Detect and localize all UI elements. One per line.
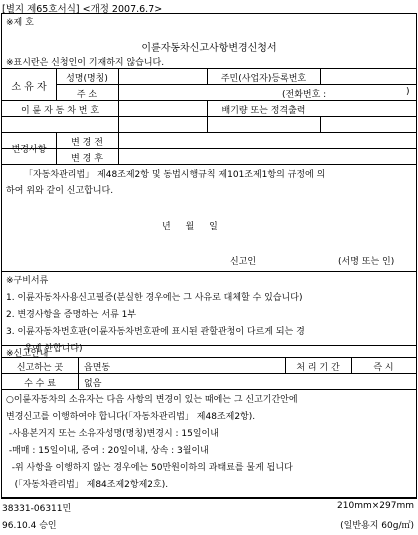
signature-label: (서명 또는 인): [338, 257, 395, 267]
guide-note-2: 변경신고를 이행하여야 합니다(「자동차관리법」 제48조제2항).: [6, 412, 256, 422]
documents-item-1: 1. 이륜자동차사용신고필증(분실한 경우에는 그 사유로 대체할 수 있습니다): [6, 293, 303, 303]
footer-paper: (일반용지 60g/㎡): [340, 521, 414, 531]
statement-line-1: 「자동차관리법」 제48조제2항 및 동법시행규칙 제101조제1항의 규정에 의: [24, 170, 326, 180]
guide-note-5: -위 사항을 이행하지 않는 경우에는 50만원이하의 과태료를 물게 됩니다: [6, 463, 293, 473]
guide-office-value: 읍면동: [84, 363, 111, 373]
applicant-label: 신고인: [230, 257, 257, 267]
guide-fee-value: 없음: [84, 379, 102, 389]
owner-phone-close: ): [406, 87, 410, 97]
owner-id-label: 주민(사업자)등록번호: [220, 74, 307, 84]
change-after-label: 변 경 후: [71, 154, 103, 164]
documents-label: ※구비서류: [6, 276, 49, 286]
guide-period-label: 처 리 기 간: [296, 363, 340, 373]
guide-note-3: -사용본거지 또는 소유자성명(명칭)변경시 : 15일이내: [6, 429, 219, 439]
vehicle-number-label: 이 륜 자 동 차 번 호: [20, 106, 100, 116]
documents-item-3-cont: 우에 한합니다): [24, 344, 83, 354]
owner-phone-label: (전화번호 :: [282, 90, 327, 100]
form-title: 이륜자동차신고사항변경신청서: [141, 43, 277, 54]
change-label: 변경사항: [11, 145, 47, 155]
footer-code: 38331-06311민: [2, 504, 72, 514]
owner-address-label: 주 소: [76, 90, 98, 100]
guide-period-value: 즉 시: [373, 363, 394, 373]
documents-item-3: 3. 이륜자동차번호판(이륜자동차번호판에 표시된 관할관청이 다르게 되는 경: [6, 327, 305, 337]
documents-item-2: 2. 변경사항을 증명하는 서류 1부: [6, 310, 137, 320]
guide-note-1: ○이륜자동차의 소유자는 다음 사항의 변경이 있는 때에는 그 신고기간안에: [6, 395, 298, 405]
fill-note: ※표시란은 신청인이 기재하지 않습니다.: [6, 58, 165, 68]
guide-label: ※신고안내: [6, 349, 49, 359]
form-frame: [1, 13, 417, 499]
footer-approval: 96.10.4 승인: [2, 521, 57, 531]
date-label: 년 월 일: [162, 222, 224, 232]
footer-size: 210mm×297mm: [337, 501, 414, 511]
receipt-number-label: ※제 호: [6, 18, 34, 28]
owner-label: 소 유 자: [11, 82, 47, 93]
guide-note-6: (「자동차관리법」 제84조제2항제2호).: [6, 480, 169, 490]
guide-fee-label: 수 수 료: [24, 379, 56, 389]
change-before-label: 변 경 전: [71, 138, 103, 148]
form-header-label: [별지 제65호서식] <개정 2007.6.7>: [2, 4, 163, 15]
owner-name-label: 성명(명칭): [66, 74, 108, 84]
displacement-label: 배기량 또는 정격출력: [221, 106, 306, 116]
guide-office-label: 신고하는 곳: [16, 363, 64, 373]
statement-line-2: 하여 위와 같이 신고합니다.: [6, 186, 114, 196]
guide-note-4: -매매 : 15일이내, 증여 : 20일이내, 상속 : 3월이내: [6, 446, 209, 456]
